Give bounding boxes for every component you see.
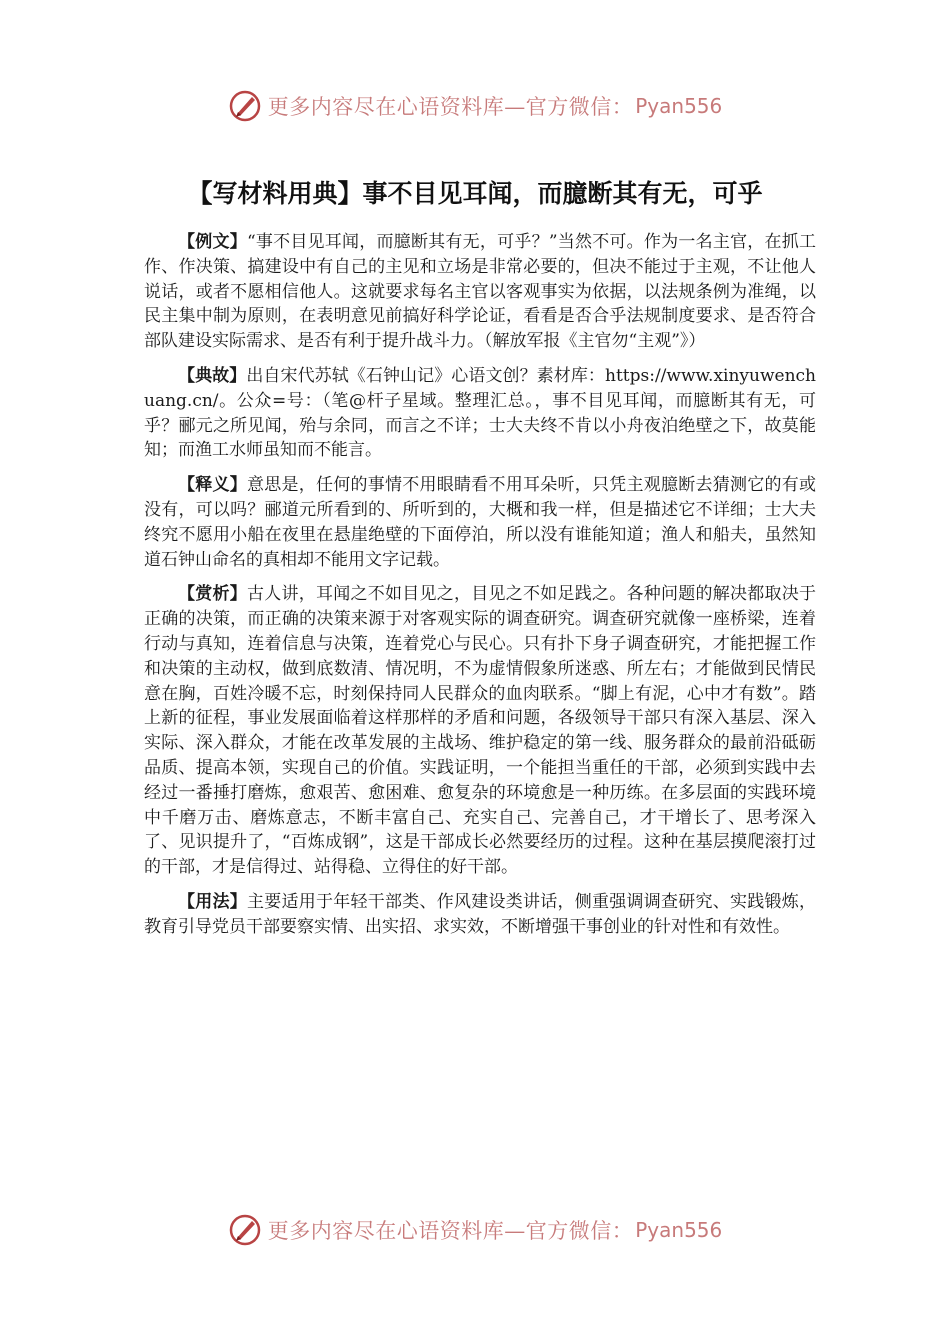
- pen-logo-icon: [228, 1213, 262, 1247]
- section-text: 意思是，任何的事情不用眼睛看不用耳朵听，只凭主观臆断去猜测它的有或没有，可以吗？郦道元所看到的、所听到的，大概和我一样，但是描述它不详细；士大夫终究不愿用小船在夜里在悬崖绝壁的下面停泊，所以没有谁能知道；渔人和船夫，虽然知道石钟山命名的真相却不能用文字记载。: [144, 475, 816, 570]
- banner-wechat-id: Pyan556: [635, 1218, 723, 1242]
- banner-text: 更多内容尽在心语资料库—官方微信：: [267, 1219, 634, 1243]
- section-text: 古人讲，耳闻之不如目见之，目见之不如足践之。各种问题的解决都取决于正确的决策，而正确的决策来源于对客观实际的调查研究。调查研究就像一座桥梁，连着行动与真知，连着信息与决策，连着党心与民心。只有扑下身子调查研究，才能把握工作和决策的主动权，做到底数清、情况明，不为虚情假象所迷惑、所左右；才能做到民情民意在胸，百姓冷暖不忘，时刻保持同人民群众的血肉联系。“脚上有泥，心中才有数”。踏上新的征程，事业发展面临着这样那样的矛盾和问题，各级领导干部只有深入基层、深入实际、深入群众，才能在改革发展的主战场、维护稳定的第一线、服务群众的最前沿砥砺品质、提高本领，实现自己的价值。实践证明，一个能担当重任的干部，必须到实践中去经过一番捶打磨炼，愈艰苦、愈困难、愈复杂的环境愈是一种历练。在多层面的实践环境中千磨万击、磨炼意志，不断丰富自己、充实自己、完善自己，才干增长了、思考深入了、见识提升了，“百炼成钢”，这是干部成长必然要经历的过程。这种在基层摸爬滚打过的干部，才是信得过、站得稳、立得住的好干部。: [144, 584, 816, 878]
- section-appreciation: [144, 582, 816, 880]
- header-banner: [0, 86, 950, 126]
- section-text: “事不目见耳闻，而臆断其有无，可乎？”当然不可。作为一名主官，在抓工作、作决策、搞建设中有自己的主见和立场是非常必要的，但决不能过于主观，不让他人说话，或者不愿相信他人。这就要求每名主官以客观事实为依据，以法规条例为准绳，以民主集中制为原则，在表明意见前搞好科学论证，看看是否合乎法规制度要求、是否符合部队建设实际需求、是否有利于提升战斗力。（解放军报《主官勿“主观”》）: [144, 232, 816, 352]
- footer-banner: [0, 1210, 950, 1250]
- section-tag: 【释义】: [178, 475, 247, 496]
- section-meaning: [144, 473, 816, 572]
- pen-logo-icon: [228, 89, 262, 123]
- banner-text: 更多内容尽在心语资料库—官方微信：: [267, 95, 634, 119]
- section-text: 出自宋代苏轼《石钟山记》心语文创？素材库：https://www.xinyuwenchuang.cn/。公众=号：（笔@杆子星域。整理汇总。，事不目见耳闻，而臆断其有无，可乎？郦元之所见闻，殆与余同，而言之不详；士大夫终不肯以小舟夜泊绝壁之下，故莫能知；而渔工水师虽知而不能言。: [144, 365, 817, 461]
- document-body: [144, 230, 816, 950]
- section-tag: 【赏析】: [178, 584, 247, 605]
- section-usage: [144, 890, 816, 940]
- section-text: 主要适用于年轻干部类、作风建设类讲话，侧重强调调查研究、实践锻炼，教育引导党员干部要察实情、出实招、求实效，不断增强干事创业的针对性和有效性。: [144, 891, 816, 937]
- banner-wechat-id: Pyan556: [635, 94, 723, 118]
- page-title: 【写材料用典】事不目见耳闻，而臆断其有无，可乎: [187, 179, 763, 208]
- section-tag: 【典故】: [178, 365, 247, 386]
- section-allusion: [144, 364, 816, 463]
- section-tag: 【用法】: [178, 891, 247, 912]
- section-tag: 【例文】: [178, 232, 247, 252]
- section-example: [144, 230, 816, 354]
